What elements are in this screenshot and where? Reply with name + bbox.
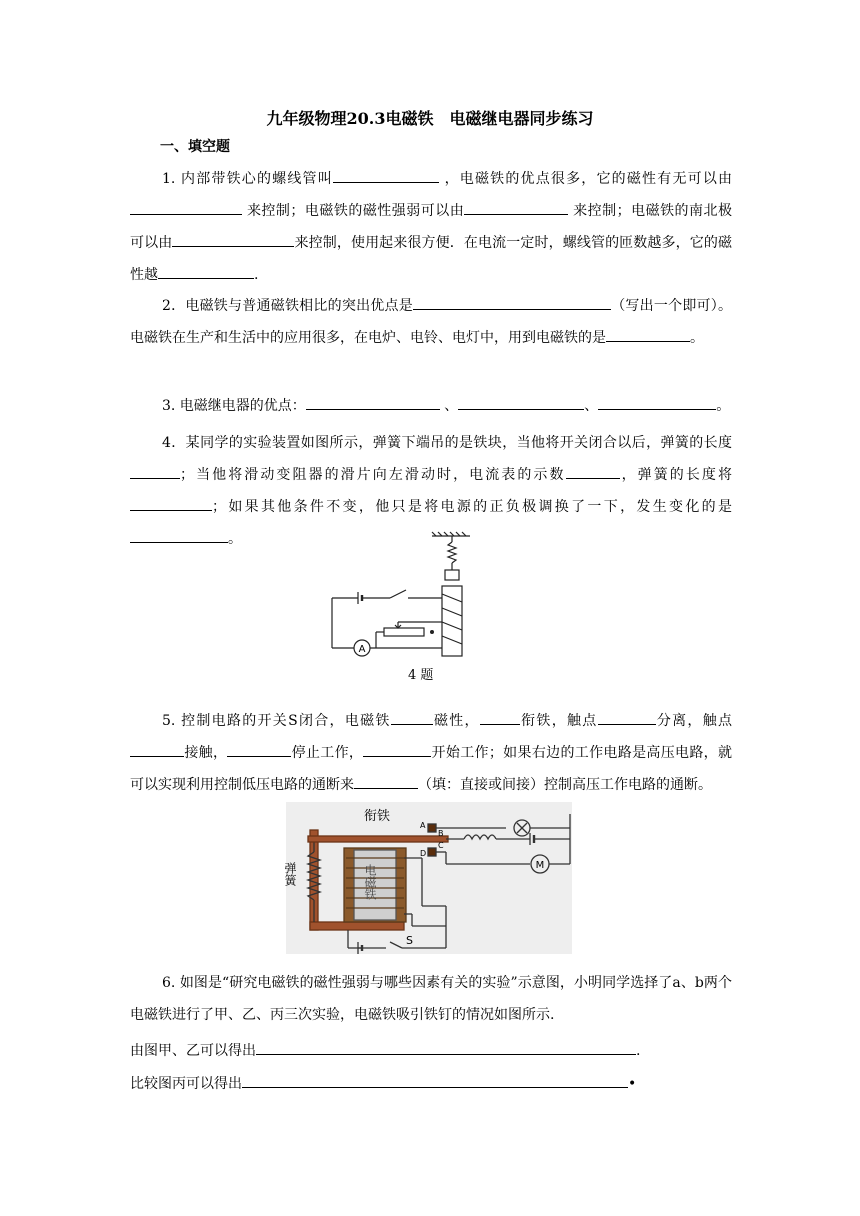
answer-blank[interactable] [130, 196, 242, 215]
q4-text-a: 4．某同学的实验装置如图所示，弹簧下端吊的是铁块，当他将开关闭合以后，弹簧的长度 [162, 435, 732, 451]
answer-blank[interactable] [158, 260, 254, 279]
q4-text-e: 。 [228, 531, 242, 547]
figure-q4-caption: 4 题 [408, 668, 434, 683]
figure-q5-relay [283, 802, 572, 954]
answer-blank[interactable] [598, 706, 656, 725]
q6-text-d: 比较图丙可以得出 [130, 1076, 242, 1092]
answer-blank[interactable] [354, 770, 418, 789]
answer-blank[interactable] [606, 323, 690, 342]
q6-text-b: 由图甲、乙可以得出 [130, 1043, 256, 1059]
answer-blank[interactable] [363, 738, 431, 757]
relay-switch-label: S [406, 934, 413, 947]
answer-blank[interactable] [130, 460, 180, 479]
q2-text-b: （写出一个即可）。电磁铁在生产和生活中的应用很多，在电炉、电铃、电灯中，用到电磁铁的是 [130, 298, 732, 346]
answer-blank[interactable] [306, 391, 440, 410]
q5-text-d: 分离，触点 [655, 713, 733, 729]
q5-text-f: 停止工作， [291, 745, 364, 761]
question-3 [130, 390, 732, 422]
page-title: 九年级物理20.3电磁铁 电磁继电器同步练习 [266, 109, 594, 128]
answer-blank[interactable] [130, 492, 212, 511]
relay-armature-label: 衔铁 [364, 809, 391, 824]
answer-blank[interactable] [130, 524, 228, 543]
q1-text-b: ，电磁铁的优点很多，它的磁性有无可以由 [444, 171, 733, 187]
answer-blank[interactable] [464, 196, 568, 215]
q6-text-a: 6. 如图是“研究电磁铁的磁性强弱与哪些因素有关的实验”示意图，小明同学选择了a、b两个电磁铁进行了甲、乙、丙三次实验，电磁铁吸引铁钉的情况如图所示. [130, 975, 732, 1023]
answer-blank[interactable] [242, 1069, 628, 1088]
answer-blank[interactable] [480, 706, 520, 725]
answer-blank[interactable] [458, 391, 584, 410]
q4-text-d: ；如果其他条件不变，他只是将电源的正负极调换了一下，发生变化的是 [212, 499, 732, 515]
q3-text-b: 、 [444, 398, 459, 414]
q5-text-a: 5. 控制电路的开关S闭合，电磁铁 [162, 713, 391, 729]
q4-text-b: ；当他将滑动变阻器的滑片向左滑动时，电流表的示数 [180, 467, 566, 483]
q5-text-g: 开始工作；如果右边的工作电路是高压电路，就可以实现利用控制低压电路的通断来 [130, 745, 733, 793]
answer-blank[interactable] [566, 460, 620, 479]
q5-text-b: 磁性， [432, 713, 480, 729]
contact-c-label: C [438, 841, 444, 850]
q1-text-d: 来控制；电磁铁的南北极可以由 [130, 203, 733, 251]
answer-blank[interactable] [333, 164, 439, 183]
contact-a-label: A [420, 821, 426, 830]
q5-text-h: （填：直接或间接）控制高压工作电路的通断。 [418, 777, 712, 793]
answer-blank[interactable] [413, 291, 611, 310]
q5-text-e: 接触， [184, 745, 228, 761]
question-1 [130, 163, 732, 291]
q6-text-e: • [628, 1076, 637, 1092]
question-6-line-1 [130, 1035, 732, 1067]
answer-blank[interactable] [256, 1036, 636, 1055]
answer-blank[interactable] [130, 738, 184, 757]
section-heading: 一、填空题 [160, 139, 230, 155]
question-6-line-2 [130, 1068, 732, 1100]
q1-text-a: 1. 内部带铁心的螺线管叫 [162, 171, 333, 187]
q3-text-d: 。 [716, 398, 731, 414]
q6-text-c: . [636, 1043, 641, 1059]
question-6 [130, 967, 732, 1031]
answer-blank[interactable] [172, 228, 294, 247]
q3-text-a: 3. 电磁继电器的优点： [162, 398, 306, 414]
question-2 [130, 290, 732, 354]
contact-d-label: D [420, 849, 427, 858]
q2-text-a: 2．电磁铁与普通磁铁相比的突出优点是 [162, 298, 413, 314]
question-5 [130, 705, 732, 801]
ammeter-label: A [358, 644, 366, 655]
answer-blank[interactable] [227, 738, 291, 757]
q1-text-c: 来控制；电磁铁的磁性强弱可以由 [246, 203, 465, 219]
q5-text-c: 衔铁，触点 [519, 713, 598, 729]
q1-text-f: . [254, 267, 259, 283]
contact-b-label: B [438, 829, 444, 838]
figure-q4-circuit [320, 532, 470, 662]
answer-blank[interactable] [598, 391, 716, 410]
q2-text-c: 。 [690, 330, 704, 346]
answer-blank[interactable] [391, 706, 433, 725]
q3-text-c: 、 [584, 398, 599, 414]
q1-text-e: 来控制，使用起来很方便．在电流一定时，螺线管的匝数越多，它的磁性越 [130, 235, 733, 283]
motor-label: M [535, 860, 545, 871]
q4-text-c: ，弹簧的长度将 [619, 467, 732, 483]
relay-electromagnet-label: 电磁铁 [363, 864, 377, 900]
relay-spring-label: 弹簧 [283, 862, 297, 886]
